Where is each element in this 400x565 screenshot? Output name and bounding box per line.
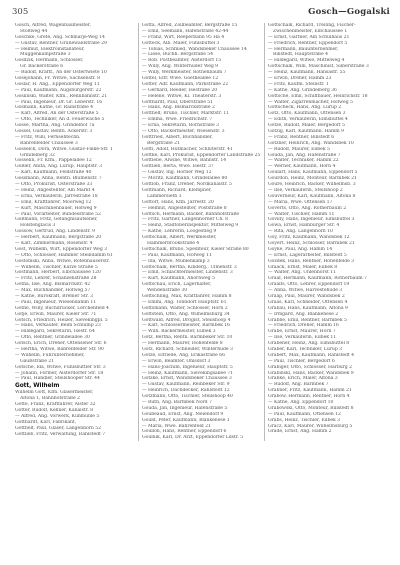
directory-entry-line: — Maria, Wwe. Bahrenfeld 21 — [142, 423, 211, 429]
directory-entry-line: — Gustav, Ing. Horner Weg 12 — [142, 170, 212, 176]
directory-entry-line: Gottlieb, Fritz, Verwaltung, Rahlstedt 7 — [15, 431, 106, 437]
directory-entry-line: — Emma, Wwe. Friedrichstr. 7 — [142, 117, 213, 123]
directory-entry-line: — Walter, Techniker, Hamm 22 — [268, 158, 339, 164]
directory-entry-line: — Friedrich, Dreher, Hamm 16 — [268, 323, 339, 329]
directory-entry-line: Gouda, Jan, Ingenieur, Hafenstraße 5 — [142, 405, 228, 411]
directory-entry-line: Gottscheck, Hans, Ang. Lurup 2 — [268, 105, 342, 111]
directory-entry-line: Lämmersieth 3 — [147, 193, 182, 199]
directory-entry-line: Goyert, Heinz, Schlosser, Barmbek 21 — [268, 240, 355, 246]
directory-entry-line: Götz, Richard, Schneider, Winterhude 3 — [142, 346, 233, 352]
directory-entry-line: — Walter, Ang. Uhlenhorst 11 — [268, 270, 336, 276]
directory-entry-line: Gosch, Alfred, Wagenbaumeister, — [15, 23, 91, 28]
directory-entry-line: — Otto, Prokurist, Osterstraße 33 — [15, 182, 93, 188]
directory-entry-line: Grabinski, Hans, Bäcker, Wandsbek 9 — [268, 370, 354, 376]
directory-entry-line: — Liese, Buchh. Bergstraße 54 — [142, 52, 214, 58]
directory-entry-line: Gosdzik, Hermann, Schlosser, — [15, 58, 84, 64]
directory-entry-line: Goy, Fritz, Kaufmann, Wandsbek 12 — [268, 235, 350, 241]
directory-entry-line: — Franz, Rentner, Billstedt 6 — [268, 134, 335, 140]
directory-entry-line: — Johann, Former, Alsterdorfer Str. 18 — [15, 370, 104, 376]
directory-entry-line: Goßmann, Fritz, Gefängnisaufseher, — [15, 217, 98, 223]
directory-entry-line: — Moritz, Kaufmann, Grindelallee 80 — [142, 176, 228, 182]
directory-entry-line: Goulart, Hans, Kaufmann, Eppendorf 5 — [268, 170, 358, 176]
directory-entry-line: Grabiger, Otto, Schlosser, Harburg 2 — [268, 364, 352, 370]
directory-entry-line: Gottschalk, Bruno, Spediteur, Kieler Straße 80 — [142, 246, 249, 252]
directory-entry-line: — Emil, Seemann, Hafenstraße 42-44 — [142, 28, 229, 34]
directory-entry-line: — Otto, Rentner, Grindelallee 30 — [15, 335, 90, 341]
directory-entry-line: Götzke, Ernst, Wandsbeker Chaussee 3 — [142, 376, 232, 382]
directory-entry-line: — Wilhelm, Fuhrunternehmer, — [15, 352, 85, 358]
directory-entry-line: Gotte, Franz, Kraftfahrer, Alster 32 — [15, 402, 96, 408]
directory-entry-line: Wendenstraße 30 — [147, 288, 188, 294]
directory-entry-line: — Erwin, Beamter, Ohlsdorf 3 — [142, 358, 211, 364]
directory-entry-line: Gossmann, Anna, Rentn. Blumenstr. 7 — [15, 176, 102, 182]
directory-entry-line: — Wilh. Bäckermeister, Eilbek 3 — [142, 329, 216, 335]
directory-entry-line: Govidy, Hans, Ingenieur, Eimsbüttel 3 — [268, 217, 355, 223]
directory-entry-line: — Rudolf, Ang. Barmbek 7 — [268, 382, 329, 388]
directory-entry-line: — Paul, Vorarbeiter, Bundesstraße 52 — [15, 211, 101, 217]
directory-entry-line: — Rob. Postbeamter, Alsterdorf 15 — [142, 58, 222, 64]
directory-entry-line: Graalfs, Otto, Lehrer, Eppendorf 19 — [268, 282, 350, 288]
directory-entry-line: Altona 1, Bahnhofstraße 2 — [20, 396, 80, 402]
directory-entry-line: Gottsmann, Walter, Schlosser, Horn 2 — [142, 305, 228, 311]
directory-entry-line: Gostmann, Herbert, Elbchaussee 120 — [15, 270, 101, 276]
directory-entry-line: — Walter, Tischler, Hamm 11 — [268, 211, 335, 217]
directory-entry-line: Gotthardt, Paul, Oberstraße 51 — [142, 99, 214, 105]
directory-entry-line: Gottel, Elfr. Wwe. Goetheallee 12 — [142, 76, 219, 82]
directory-entry-line: Gottsche, Emil, Schiffbauer, Heinrichstr. 18 — [268, 93, 368, 99]
directory-entry-line: — Rudolf, Maurer, Eilbek 5 — [268, 146, 330, 152]
directory-entry-line: Gottlob, Franz, Dreher, Nordkanalstr. 5 — [142, 182, 232, 188]
directory-entry-line: — Otto, Bäckermeister, Wiesenstr. 3 — [142, 129, 225, 135]
directory-entry-line: — Helmut, Elektroinstallateur, — [15, 46, 85, 52]
directory-entry-line: Gotta, Alfred, Zollbeamter, Bergstraße 15 — [142, 23, 238, 28]
directory-entry-line: Gottschalk, Willi, Maschinist, Silberstraße 3 — [268, 64, 369, 70]
directory-entry-line: — Käthe, Ang. Grindelberg 36 — [268, 87, 337, 93]
directory-entry-line: Grabert, Max, Kaufmann, Rahlstedt 4 — [268, 352, 355, 358]
directory-entry-line: — Max, Buchhändler, Hofweg 57 — [15, 288, 91, 294]
directory-entry-line: — Karl, Schlossermeister, Barmbek 16 — [142, 323, 231, 329]
directory-entry-line: — Werner, Kaufmann, Horn 4 — [268, 164, 336, 170]
directory-entry-line: — Ruth, Ang. Barmbek Nord 7 — [142, 400, 212, 405]
column-3 — [264, 23, 390, 441]
entry-heading: Gott, Wilhelm — [15, 383, 60, 390]
directory-entry-line: — Hildegard, Sekretärin, Isestr. 64 — [15, 329, 95, 335]
directory-entry-line: Goullon, Hans, Rentner, Eppendorf 6 — [142, 429, 227, 435]
directory-entry-line: — Rudolf, Kraftf., An der Ostertwiete 10 — [15, 70, 107, 76]
directory-entry-line: Goslinski, Walter, Kfm., Rennbahnstr. 21 — [15, 93, 108, 99]
directory-entry-line: Grabow, Hermann, Rentner, Horn 4 — [268, 394, 350, 400]
directory-entry-line: Goyke, Paul, Ang. Hamm 14 — [268, 246, 333, 252]
directory-entry-line: Graack, Ernst, Maler, Eilbek 8 — [268, 264, 338, 270]
directory-columns — [12, 23, 390, 441]
directory-entry-line: Grabke, Erich, Maler, Altona 3 — [268, 376, 338, 382]
directory-entry-line: Goure, Heinrich, Bäcker, Wilhelmsb. 3 — [268, 182, 356, 188]
directory-entry-line: Gossel, Gustav, Rentn. Ackerstr. 3 — [15, 129, 93, 135]
directory-entry-line: Gotthelf, Paul, Glaser, Langenhorn 52 — [15, 425, 101, 431]
directory-entry-line: — Helene, Witwe, Kl. Theaterstr. 3 — [142, 93, 222, 99]
directory-entry-line: Gr. Bäckerstraße 6 — [20, 64, 64, 70]
directory-entry-line: Gosselck, Dora, Witwe, Gustav-Falke-Str. 1 — [15, 146, 113, 152]
directory-entry-line: — Fritz, Lehrer, Schanzenstraße 28 — [15, 276, 97, 282]
directory-entry-line: Goslar, H. Ang., Eppendorfer Weg 11 — [15, 81, 100, 87]
directory-entry-line: — Paul, Kaufmann, Augsburgerstr. 22 — [15, 87, 102, 93]
directory-entry-line: Gossow, Gertrud, Ang. Lindenstr. 9 — [15, 229, 95, 235]
directory-entry-line: Graap, Paul, Maurer, Wandsbek 2 — [268, 293, 345, 299]
directory-entry-line: — Irmgard, Ang. Blankenese 2 — [268, 311, 339, 317]
directory-entry-line: Grabau, Hans, Kaufmann, Altona 9 — [268, 305, 348, 311]
directory-entry-line: — Kurt, Maschinenbauer, Hofweg 9 — [15, 205, 97, 211]
directory-entry-line: Gotzig, Karl, Kaufmann, Hamm 9 — [268, 129, 344, 135]
directory-entry-line: — Emil, Schlachtermeister, Lindenstr. 3 — [142, 270, 233, 276]
directory-entry-line: Gotzner, Heinrich, Ang. Wandsbek 10 — [268, 140, 354, 146]
directory-entry-line: Goulnik, Karl, Dr. Arzt, Eppendorfer Ldstr. 5 — [142, 435, 244, 441]
directory-entry-line: Götze, Rudolf, Maler, Bergedorf 5 — [268, 123, 345, 129]
directory-entry-line: Götsch, Erich, Dreher, Ottensener Str. 6 — [15, 341, 107, 347]
directory-entry-line: Goßler, Anita, Ang. Lurup, Hauptstr. 3 — [15, 164, 103, 170]
directory-entry-line: Gosejohann, Fr. Witwe, Sachsenstr. 8 — [15, 76, 100, 82]
directory-entry-line: — Gustav, Kaufmann, Reinbeker Str. 9 — [142, 382, 230, 388]
directory-entry-line: Gozdek, Hans, Rentner, Hohenfelde 3 — [268, 258, 355, 264]
directory-entry-line: Gotter, Adr. Kaufmann, Parkstraße 22 — [142, 81, 229, 87]
directory-entry-line: — Franz, Wirt, Reeperbahn 95 Ha 4 — [142, 34, 225, 40]
directory-entry-line: Goschke, Grete, Ang. Schmarje-Weg 14 — [15, 34, 105, 40]
directory-entry-line: Gotthardt, Karl, Fabrikant, — [15, 419, 77, 425]
directory-entry-line: — Paul, Händler, Steilshooper Str. 44 — [15, 376, 100, 382]
directory-entry-line: — Karl, Kaufmann, Feldstraße 40 — [15, 170, 92, 176]
directory-entry-line: Gotter, Rudolf, Kellner, Kanalstr. 8 — [15, 408, 94, 413]
directory-entry-line: Gouda, Jan, Ang. Hafenstraße 7 — [268, 152, 341, 158]
directory-entry-line: Gourdon, Heinz, Monteur, Barmbek 21 — [268, 176, 357, 182]
directory-entry-line: Gottschalk, Richard, Treiling, Fischer- — [268, 23, 356, 28]
directory-entry-line: Goverts, Otto, Ang. Rotherbaum 2 — [268, 205, 347, 211]
directory-entry-line: — Heinrich, Dachdecker, Rahlstedt 12 — [142, 388, 230, 394]
directory-entry-line: Goubeaud, Ernst, Ang. Meiendorf 9 — [142, 411, 224, 417]
directory-entry-line: Gottschalk, Bertha, Kinderg., Ulmenstr. 3 — [142, 264, 237, 270]
directory-entry-line: — Hermann, Bauunternehmer, — [268, 46, 339, 52]
directory-entry-line: Gottfried, Albert, Buchhändler, — [142, 134, 213, 140]
directory-entry-line: Wilhelm Gott, Kfm. Glasermeister, — [15, 390, 94, 396]
directory-entry-line: Gottstein, Otto, Ang. Wilhelmsburg 34 — [142, 311, 230, 317]
directory-entry-line: Grindelberg 32 — [20, 152, 55, 158]
page-header — [12, 7, 390, 21]
directory-entry-line: — Heinz, Angestellter, Am Markt 4 — [15, 187, 95, 193]
directory-entry-line: — Willy, Ang. Winterhuder Weg 9 — [142, 64, 219, 70]
directory-entry-line: — Otto, Techniker, An d. Feuerwache 5 — [15, 117, 105, 123]
directory-entry-line: — Anna, Witwe, Harvestehude 3 — [268, 288, 343, 294]
directory-entry-line: Gottschau, Erich, Lagerhalter, — [142, 282, 212, 288]
directory-entry-line: — Käthe, Bürokraft, Bremer Str. 3 — [15, 293, 94, 299]
directory-entry-line: — Emil, Kraftfahrer, Moorweg 12 — [15, 199, 92, 205]
directory-entry-line: Grabbe, Emil, Rentner, Barmbek 5 — [268, 317, 347, 323]
directory-entry-line: Gotsch, Friedrich, Heizer, Sievekingpl. 5 — [15, 317, 108, 323]
directory-entry-line: Gowa, Ernst, Hamburger Str. 4 — [268, 223, 340, 229]
directory-entry-line: — Erna, Sekretärin, Bornstraße 3 — [142, 123, 219, 129]
directory-entry-line: Gottschling, Max, Kraftfahrer, Hamm 8 — [142, 293, 232, 299]
directory-entry-line: Götz, Otto, Kaufmann, Ottensen 3 — [268, 111, 346, 117]
directory-entry-line: Graber, Karl, Techniker, Lurup 3 — [268, 346, 343, 352]
directory-entry-line: — Wilhelm, Tischler, Kurze Straße 5 — [15, 264, 98, 270]
directory-entry-line: — Paul, Kaufmann, Hofweg 11 — [142, 252, 212, 258]
directory-entry-line: Graaf, Hermann, Kaufmann, Rotherbaum 7 — [268, 276, 367, 282]
directory-entry-line: Gottlieb, Berta, Wwe. Isestr. 37 — [142, 164, 214, 170]
directory-entry-line: Gotthelf, Bruno, Tischler, Marktstr. 11 — [142, 111, 230, 117]
directory-entry-line: Gottwald, Alfred, Drogist, Steilshoop 4 — [142, 317, 231, 323]
directory-entry-line: — Maria, Wwe. Ottensen 17 — [268, 199, 333, 205]
directory-entry-line: — Alfred, Ang. Vorwerk, Kuhmühle 5 — [15, 413, 100, 419]
directory-entry-line: Grabener, Heinz, Ang. Eimsbüttel 8 — [268, 341, 350, 347]
directory-entry-line: — Ernst, Lagerarbeiter, Billstedt 5 — [268, 252, 347, 258]
directory-entry-line: — Erna, Verkäuferin, Jarrestraße 18 — [15, 193, 98, 199]
running-head: Gosch—Gogalski — [308, 7, 390, 17]
directory-entry-line: Gaußstraße 21 — [20, 358, 55, 364]
directory-entry-line: Gracz, Karl, Maurer, Wilhelmsburg 5 — [268, 423, 353, 429]
page-number: 305 — [12, 7, 29, 17]
directory-entry-line: — Tobias, Schmied, Wandsbeker Chaussee 14 — [142, 46, 247, 52]
directory-entry-line: Grabner, Fritz, Kaufmann, Hamm 21 — [268, 388, 352, 394]
directory-entry-line: Gottke, Karl, Prokurist, Eppendorfer Landstraße 25 — [142, 152, 261, 158]
directory-entry-line: — Rita, Ang. Langenhorn 10 — [268, 229, 333, 235]
directory-entry-line: Gottorf, Hans, Kfm. Jarrestr. 20 — [142, 199, 214, 205]
directory-entry-line: Gosmann, Käthe, Gr. Rainstraße 4 — [15, 105, 94, 111]
directory-entry-line: Gotzmann, Otto, Tischler, Steilshoop 40 — [142, 394, 233, 400]
directory-entry-line: Gouverneur, Karl, Kaufmann, Altona 8 — [268, 193, 356, 199]
directory-entry-line: Gotha, Ilse, Ang. Bismarckstr. 42 — [15, 282, 91, 288]
directory-entry-line: Gotz, Bertha, Rentn. Barmbeker Str. 10 — [142, 335, 233, 341]
directory-entry-line: Gotteck, Alb. Maler, Fuhlsbüttel 3 — [142, 40, 220, 46]
directory-entry-line: Gost, Wilhelm, Wirt, Eppendorfer Weg 3 — [15, 246, 108, 252]
directory-entry-line: — Emmi, Ang. Tonndorf Hauptstr. 61 — [142, 299, 227, 305]
directory-entry-line: — Käthe, Ang. Eppendorf 10 — [268, 400, 334, 405]
directory-entry-line: — Fritz, Willi, Fernsehtechn. — [15, 134, 81, 140]
directory-entry-line: Grabs, Heinz, Tischler, Eilbek 3 — [268, 417, 341, 423]
directory-entry-line: — Edith, Verkäuferin, Eimsbüttel 4 — [268, 117, 348, 123]
directory-entry-line: Grade, Ernst, Ang. Hamm 2 — [268, 429, 332, 435]
directory-entry-line: — Paul, Ingenieur, Wiesendamm 11 — [15, 299, 97, 305]
directory-entry-line: — Friedrich, Rentner, Eppendorf 5 — [268, 40, 348, 46]
directory-entry-line: — Willy, Werkmeister, Rothenbaum 7 — [142, 70, 227, 76]
directory-entry-line: Gosse, Martha, Ang. Grindelhof 7a — [15, 123, 95, 129]
directory-entry-line: — Hermann, Maurer, Hohenfelde 8 — [142, 341, 223, 347]
directory-entry-line: — Karl, Zimmermann, Rosenstr. 4 — [15, 240, 93, 246]
directory-entry-line: Gottschalk, Albert, Werkmeister, — [142, 235, 217, 241]
directory-entry-line: — Heinz, Kaufmann, Hansastr. 55 — [268, 70, 346, 76]
directory-entry-line: — Paul, Kaufmann, Ottensen 12 — [268, 411, 341, 417]
directory-entry-line: — Ilse, Verkäuferin, Eilbek 11 — [268, 335, 337, 341]
directory-entry-line: — Helmut, Angestellter, Poststraße 8 — [142, 205, 227, 211]
directory-entry-line: — Ernst, Gärtner, Am Schulhaus 21 — [268, 34, 350, 40]
directory-entry-line: Gothe, Willy, Buchdrucker, Lerchenfeld 4 — [15, 305, 109, 311]
directory-entry-line: — Fritz, Kaufm. Steinstr. 1 — [268, 81, 329, 87]
directory-entry-line: — Heinz, Stadtoberinspektor, Mittelweg 9 — [142, 223, 239, 229]
directory-entry-line: Bahrenfelder Chaussee 3 — [20, 140, 78, 146]
directory-entry-line: — Erwin, Dreher, Hamm 23 — [268, 76, 332, 82]
directory-entry-line: Holstenglacis 3 — [20, 223, 56, 229]
directory-entry-line: Gotti, Adolf, Hutmacher, Schlüterstr. 41 — [142, 146, 233, 152]
directory-entry-line: Grabowski, Otto, Monteur, Billstedt 8 — [268, 405, 354, 411]
directory-entry-line: — Käthe, Lehrerin, Loogestieg 9 — [142, 229, 217, 235]
directory-entry-line: Graas, Karl, Schneider, Ottensen 4 — [268, 299, 348, 305]
directory-entry-line: Götze, Elfriede, Ang. Erikastraße 66 — [142, 352, 225, 358]
directory-entry-line: — Paul, Ingenieur, Dr. Gr. Leberstr. 16 — [15, 99, 103, 105]
directory-entry-line: — Ida, Witwe, Mühlenkamp 3 — [142, 258, 210, 264]
directory-entry-line: Müggenkampstraße 3 — [20, 52, 71, 58]
directory-entry-line: Gottsch, Hermann, Bäcker, Bahnhofstraße — [142, 211, 240, 217]
directory-entry-line: — Fritz, Gärtner, Langenhorner Ch. 8 — [142, 217, 228, 223]
directory-entry-line: — Hertha, Witwe, Bahrenfelder Str. 90 — [15, 346, 104, 352]
directory-entry-line: Billstedt, Hauptstraße 4 — [273, 52, 329, 58]
directory-entry-line: Hammerbrookstraße 4 — [147, 240, 200, 246]
directory-entry-line: Gottmann, Richard, Klempner, — [142, 187, 212, 193]
directory-entry-line: Stoßweg 44 — [20, 28, 48, 34]
directory-entry-line: Gosselin, Fr. Kfm., Pappelallee 12 — [15, 158, 92, 164]
directory-entry-line: — Hildegard, Witwe, Mittelweg 4 — [268, 58, 345, 64]
directory-entry-line: Gostomski, Anna, Witwe, Rotenhäuserstr. — [15, 258, 110, 264]
directory-entry-line: Bergstraße 21 — [147, 140, 180, 146]
directory-entry-line: — Karl, Alfred, An der Osterstraße 5 — [15, 111, 99, 117]
column-2 — [138, 23, 264, 441]
directory-entry-line: — Hans, Verkäufer, Beim Schlump 23 — [15, 323, 101, 329]
directory-entry-line: Gottlebe, Alwine, Witwe, Bahnstr. 14 — [142, 158, 227, 164]
directory-entry-line: — Otto, Schlosser, Hammer Steindamm 61 — [15, 252, 113, 258]
directory-entry-line: Gotje, Erwin, Maurer, Kieler Str. 71 — [15, 311, 97, 317]
directory-entry-line: — Hans, Ang. Bismarckstraße 2 — [142, 105, 215, 111]
directory-entry-line: — Gustav, Rentner, Grunewaldstraße 29 — [15, 40, 107, 46]
directory-entry-line: Gould, Peter, Kaufmann, Blankenese 1 — [142, 417, 230, 423]
directory-entry-line: — Gerhard, Reeder, Isestraße 20 — [142, 87, 218, 93]
directory-entry-line: — Kurt, Kaufmann, Ahornweg 5 — [142, 276, 215, 282]
directory-entry-line: — Walter, Zigarrenmacher, Hofweg 5 — [268, 99, 353, 105]
directory-entry-line: — Paul, Tischler, Bergedorf 6 — [268, 358, 335, 364]
directory-entry-line: — Ilse, Verkäuferin, Steilshoop 2 — [268, 187, 343, 193]
directory-entry-line: — Herbert, Kaufmann, Bergstraße 20 — [15, 235, 102, 241]
directory-entry-line: Zwischenmeister, Elbchaussee 1 — [273, 28, 348, 34]
directory-entry-line: — Hans-Joachim, Ingenieur, Hauptstr. 5 — [142, 364, 233, 370]
directory-entry-line: — Heinz, Kaufmann, Sievekingsallee 71 — [142, 370, 234, 376]
directory-entry-line: Grabe, Ernst, Maurer, Horn 7 — [268, 329, 336, 335]
column-1 — [12, 23, 138, 441]
directory-entry-line: Götsche, Ida, Witwe, Fuhlsbüttler Str. 3 — [15, 364, 106, 370]
